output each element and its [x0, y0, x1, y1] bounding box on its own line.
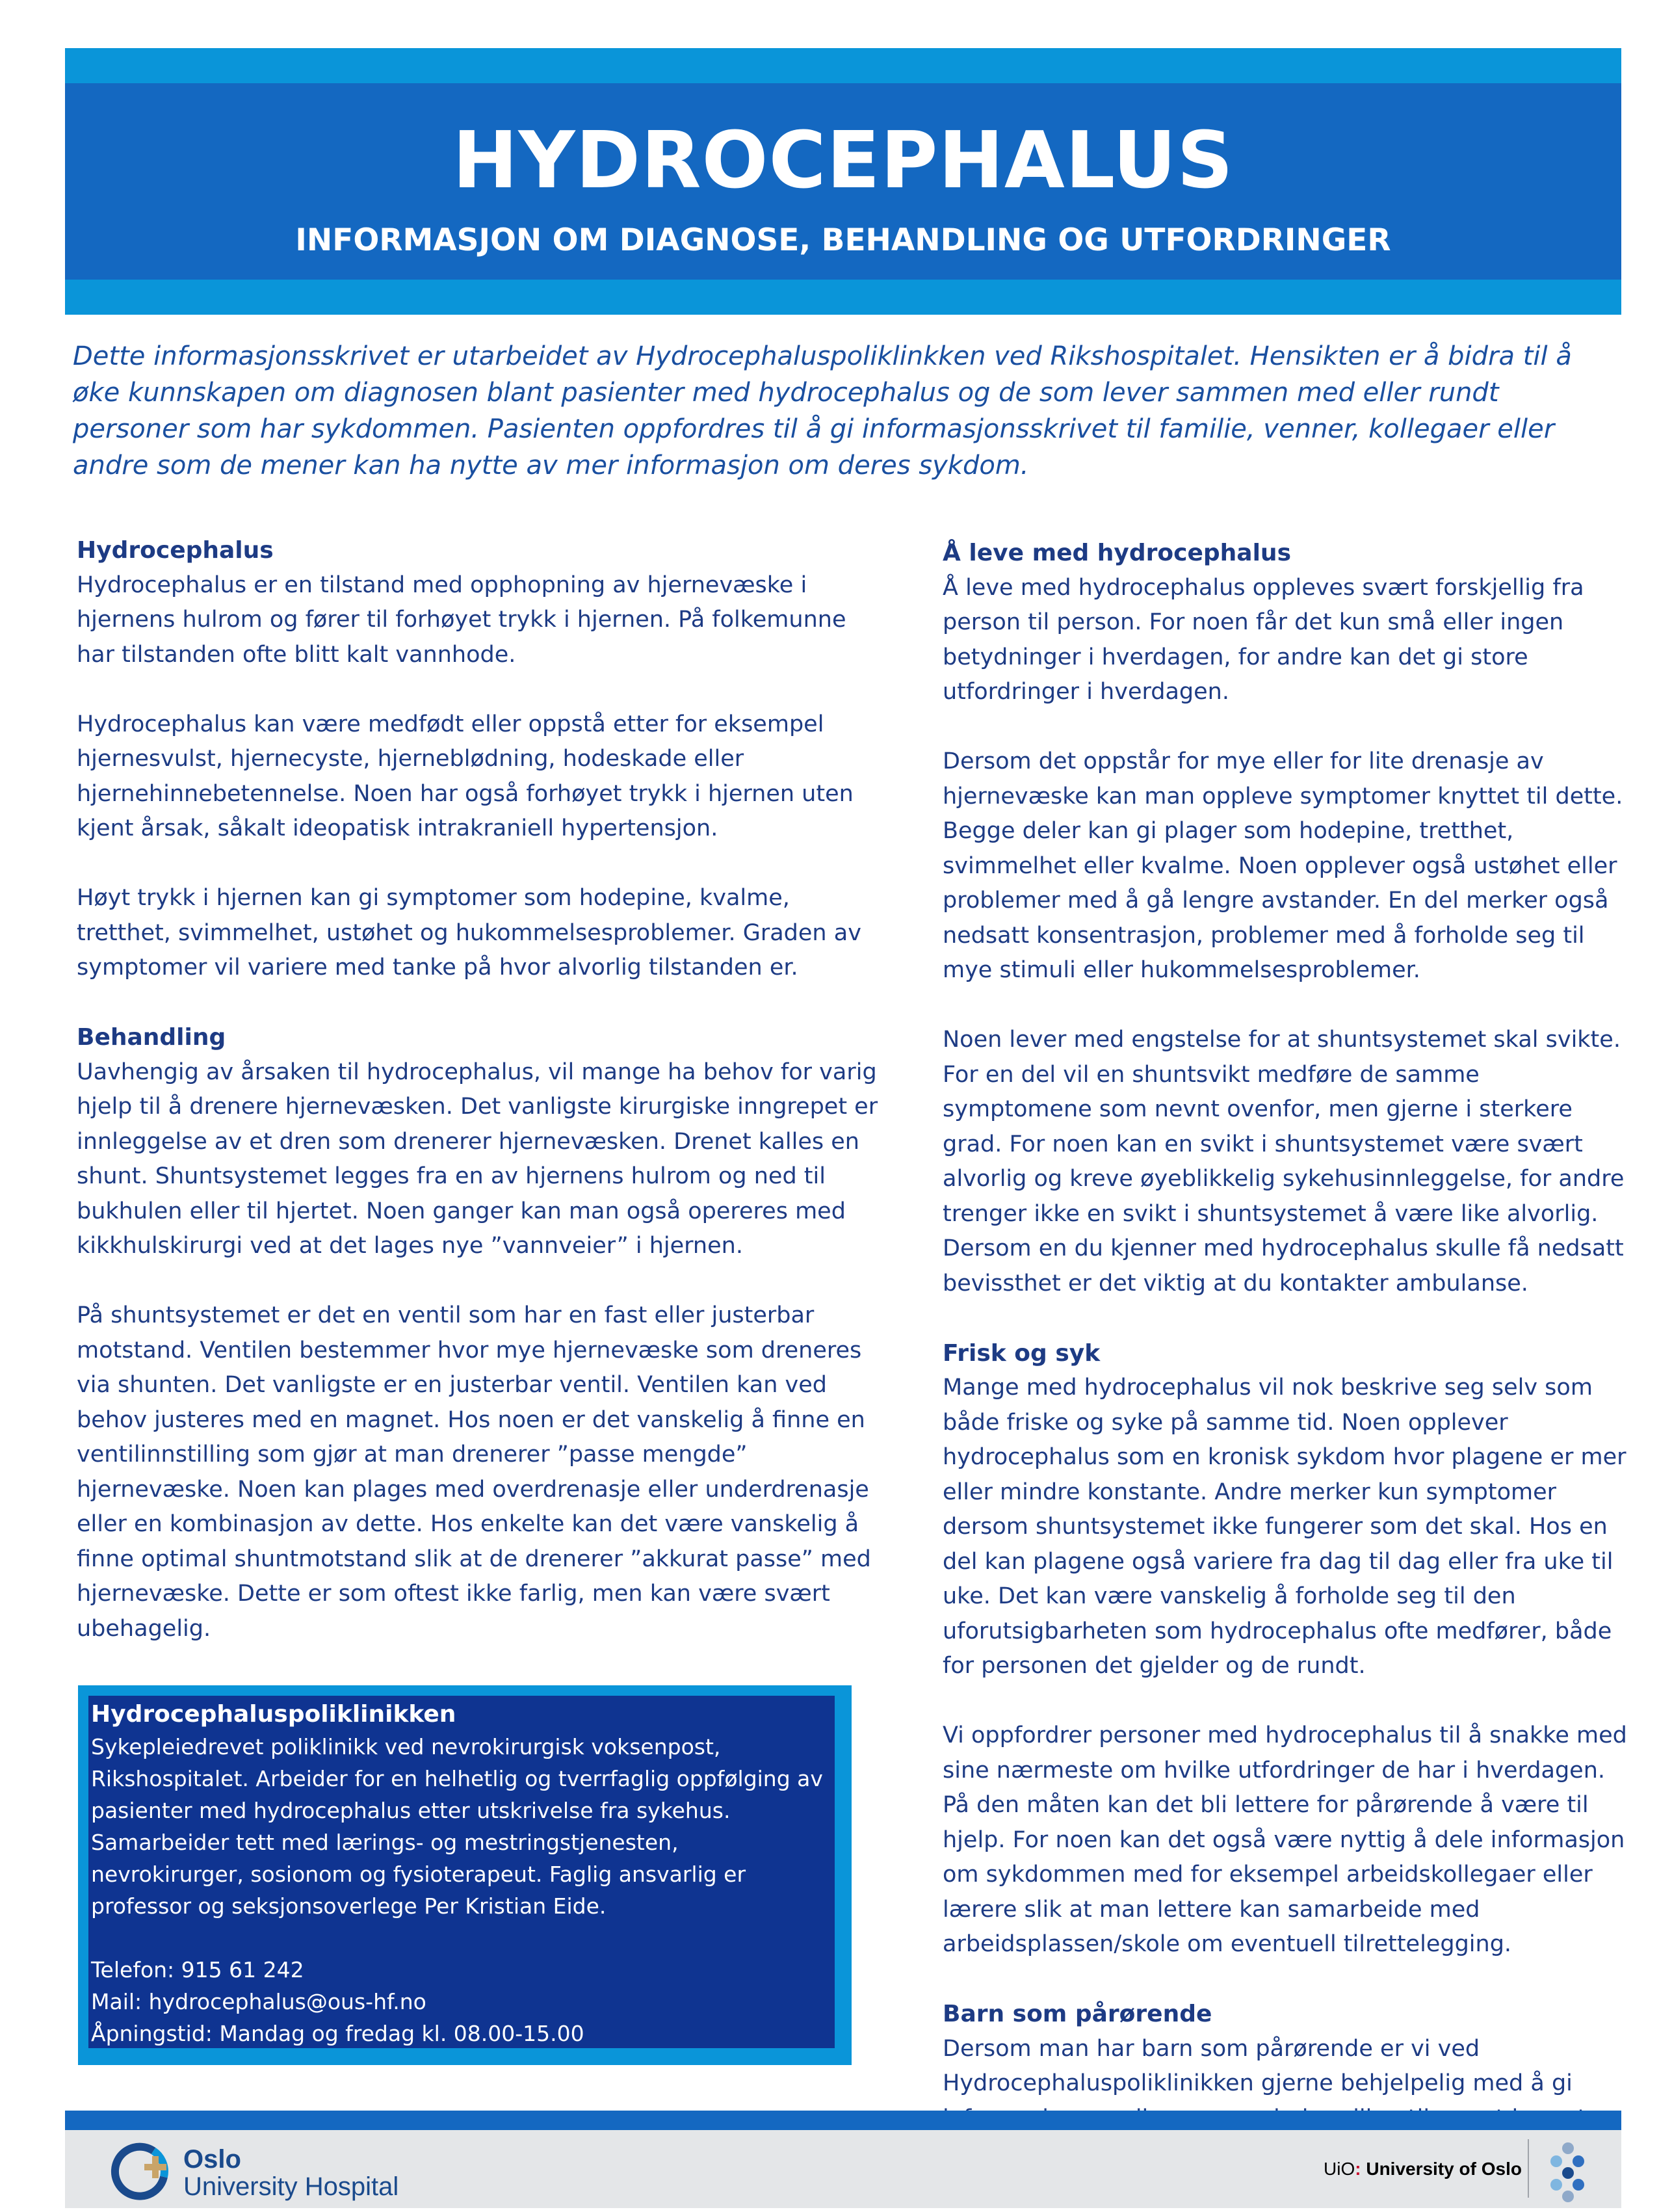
info-box-title: Hydrocephaluspoliklinikken	[91, 1701, 456, 1728]
paragraph: Hydrocephalus kan være medfødt eller oppstå etter for eksempel hjernesvulst, hjernecyste, hjerneblødning, hodeskade eller hjernehinnebetennelse. Noen har også forhøyet trykk i hjernen uten kjent årsak, såkalt ideopatisk intrakraniell hypertensjon.	[77, 711, 854, 841]
heading-behandling: Behandling	[77, 1024, 226, 1051]
right-column	[943, 536, 1632, 2205]
left-column	[77, 533, 889, 1681]
oslo-hospital-logo-text: Oslo University Hospital	[183, 2145, 399, 2201]
footer-divider	[1528, 2139, 1529, 2198]
info-mail: Mail: hydrocephalus@ous-hf.no	[91, 1989, 426, 2014]
info-phone: Telefon: 915 61 242	[91, 1957, 304, 1982]
paragraph: På shuntsystemet er det en ventil som har en fast eller justerbar motstand. Ventilen bestemmer hvor mye hjernevæske som dreneres via shunten. Det vanligste er en justerbar ventil. Ventilen kan ved behov justeres med en magnet. Hos noen er det vanskelig å finne en ventilinnstilling som gjør at man drenerer ”passe mengde” hjernevæske. Noen kan plages med overdrenasje eller underdrenasje eller en kombinasjon av dette. Hos enkelte kan det være vanskelig å finne optimal shuntmotstand slik at de drenerer ”akkurat passe” med hjernevæske. Dette er som oftest ikke farlig, men kan være svært ubehagelig.	[77, 1302, 871, 1642]
heading-hydrocephalus: Hydrocephalus	[77, 537, 274, 564]
footer-bar	[65, 2111, 1621, 2130]
paragraph: Noen lever med engstelse for at shuntsystemet skal svikte. For en del vil en shuntsvikt medføre de samme symptomene som nevnt ovenfor, men gjerne i sterkere grad. For noen kan en svikt i shuntsystemet være svært alvorlig og kreve øyeblikkelig sykehusinnleggelse, for andre trenger ikke en svikt i shuntsystemet å være like alvorlig. Dersom en du kjenner med hydrocephalus skulle få nedsatt bevissthet er det viktig at du kontakter ambulanse.	[943, 1027, 1625, 1297]
paragraph: Høyt trykk i hjernen kan gi symptomer som hodepine, kvalme, tretthet, svimmelhet, ustøhet og hukommelsesproblemer. Graden av symptomer vil variere med tanke på hvor alvorlig tilstanden er.	[77, 885, 861, 981]
heading-leve-med: Å leve med hydrocephalus	[943, 540, 1291, 566]
paragraph: Vi oppfordrer personer med hydrocephalus til å snakke med sine nærmeste om hvilke utfordringer de har i hverdagen. På den måten kan det bli lettere for pårørende å være til hjelp. For noen kan det også være nyttig å dele informasjon om sykdommen med for eksempel arbeidskollegaer eller lærere slik at man lettere kan samarbeide med arbeidsplassen/skole om eventuell tilrettelegging.	[943, 1722, 1627, 1957]
paragraph: Uavhengig av årsaken til hydrocephalus, vil mange ha behov for varig hjelp til å drenere hjernevæsken. Det vanligste kirurgiske inngrepet er innleggelse av et dren som drenerer hjernevæsken. Drenet kalles en shunt. Shuntsystemet legges fra en av hjernens hulrom og ned til bukhulen eller til hjertet. Noen ganger kan man også opereres med kikkhulskirurgi ved at det lages nye ”vannveier” i hjernen.	[77, 1059, 878, 1259]
uio-dots-icon	[1534, 2139, 1599, 2204]
info-hours: Åpningstid: Mandag og fredag kl. 08.00-15.00	[91, 2021, 584, 2046]
heading-barn-som-parorende: Barn som pårørende	[943, 2001, 1212, 2027]
paragraph: Dersom det oppstår for mye eller for lite drenasje av hjernevæske kan man oppleve symptomer knyttet til dette. Begge deler kan gi plager som hodepine, tretthet, svimmelhet eller kvalme. Noen opplever også ustøhet eller problemer med å gå lengre avstander. En del merker også nedsatt konsentrasjon, problemer med å forholde seg til mye stimuli eller hukommelsesproblemer.	[943, 748, 1623, 983]
info-box-text: Sykepleiedrevet poliklinikk ved nevrokirurgisk voksenpost, Rikshospitalet. Arbeider for en helhetlig og tverrfaglig oppfølging av pasienter med hydrocephalus etter utskrivelse fra sykehus. Samarbeider tett med lærings- og mestringstjenesten, nevrokirurger, sosionom og fysioterapeut. Faglig ansvarlig er professor og seksjonsoverlege Per Kristian Eide.	[91, 1734, 823, 1919]
page-title: HYDROCEPHALUS	[452, 116, 1234, 206]
paragraph: Mange med hydrocephalus vil nok beskrive seg selv som både friske og syke på samme tid. Noen opplever hydrocephalus som en kronisk sykdom hvor plagene er mer eller mindre konstante. Andre merker kun symptomer dersom shuntsystemet ikke fungerer som det skal. Hos en del kan plagene også variere fra dag til dag eller fra uke til uke. Det kan være vanskelig å forholde seg til den uforutsigbarheten som hydrocephalus ofte medfører, både for personen det gjelder og de rundt.	[943, 1375, 1626, 1679]
intro-paragraph: Dette informasjonsskrivet er utarbeidet av Hydrocephaluspoliklinkken ved Rikshospitalet. Hensikten er å bidra til å øke kunnskapen om diagnosen blant pasienter med hydrocephalus og de som lever sammen med eller rundt personer som har sykdommen. Pasienten oppfordres til å gi informasjonsskrivet til familie, venner, kollegaer eller andre som de mener kan ha nytte av mer informasjon om deres sykdom.	[73, 341, 1572, 481]
page-subtitle: INFORMASJON OM DIAGNOSE, BEHANDLING OG UTFORDRINGER	[295, 222, 1391, 258]
paragraph: Hydrocephalus er en tilstand med opphopning av hjernevæske i hjernens hulrom og fører til forhøyet trykk i hjernen. På folkemunne har tilstanden ofte blitt kalt vannhode.	[77, 572, 846, 668]
info-box	[88, 1696, 835, 2048]
paragraph: Å leve med hydrocephalus oppleves svært forskjellig fra person til person. For noen får det kun små eller ingen betydninger i hverdagen, for andre kan det gi store utfordringer i hverdagen.	[943, 574, 1584, 705]
paragraph: Dersom man har barn som pårørende er vi ved Hydrocephaluspoliklinikken gjerne behjelpelig med å gi	[943, 2035, 1573, 2096]
uio-logo: UiO: University of Oslo	[1324, 2159, 1522, 2179]
heading-frisk-og-syk: Frisk og syk	[943, 1339, 1101, 1367]
oslo-hospital-logo-icon	[108, 2139, 179, 2204]
